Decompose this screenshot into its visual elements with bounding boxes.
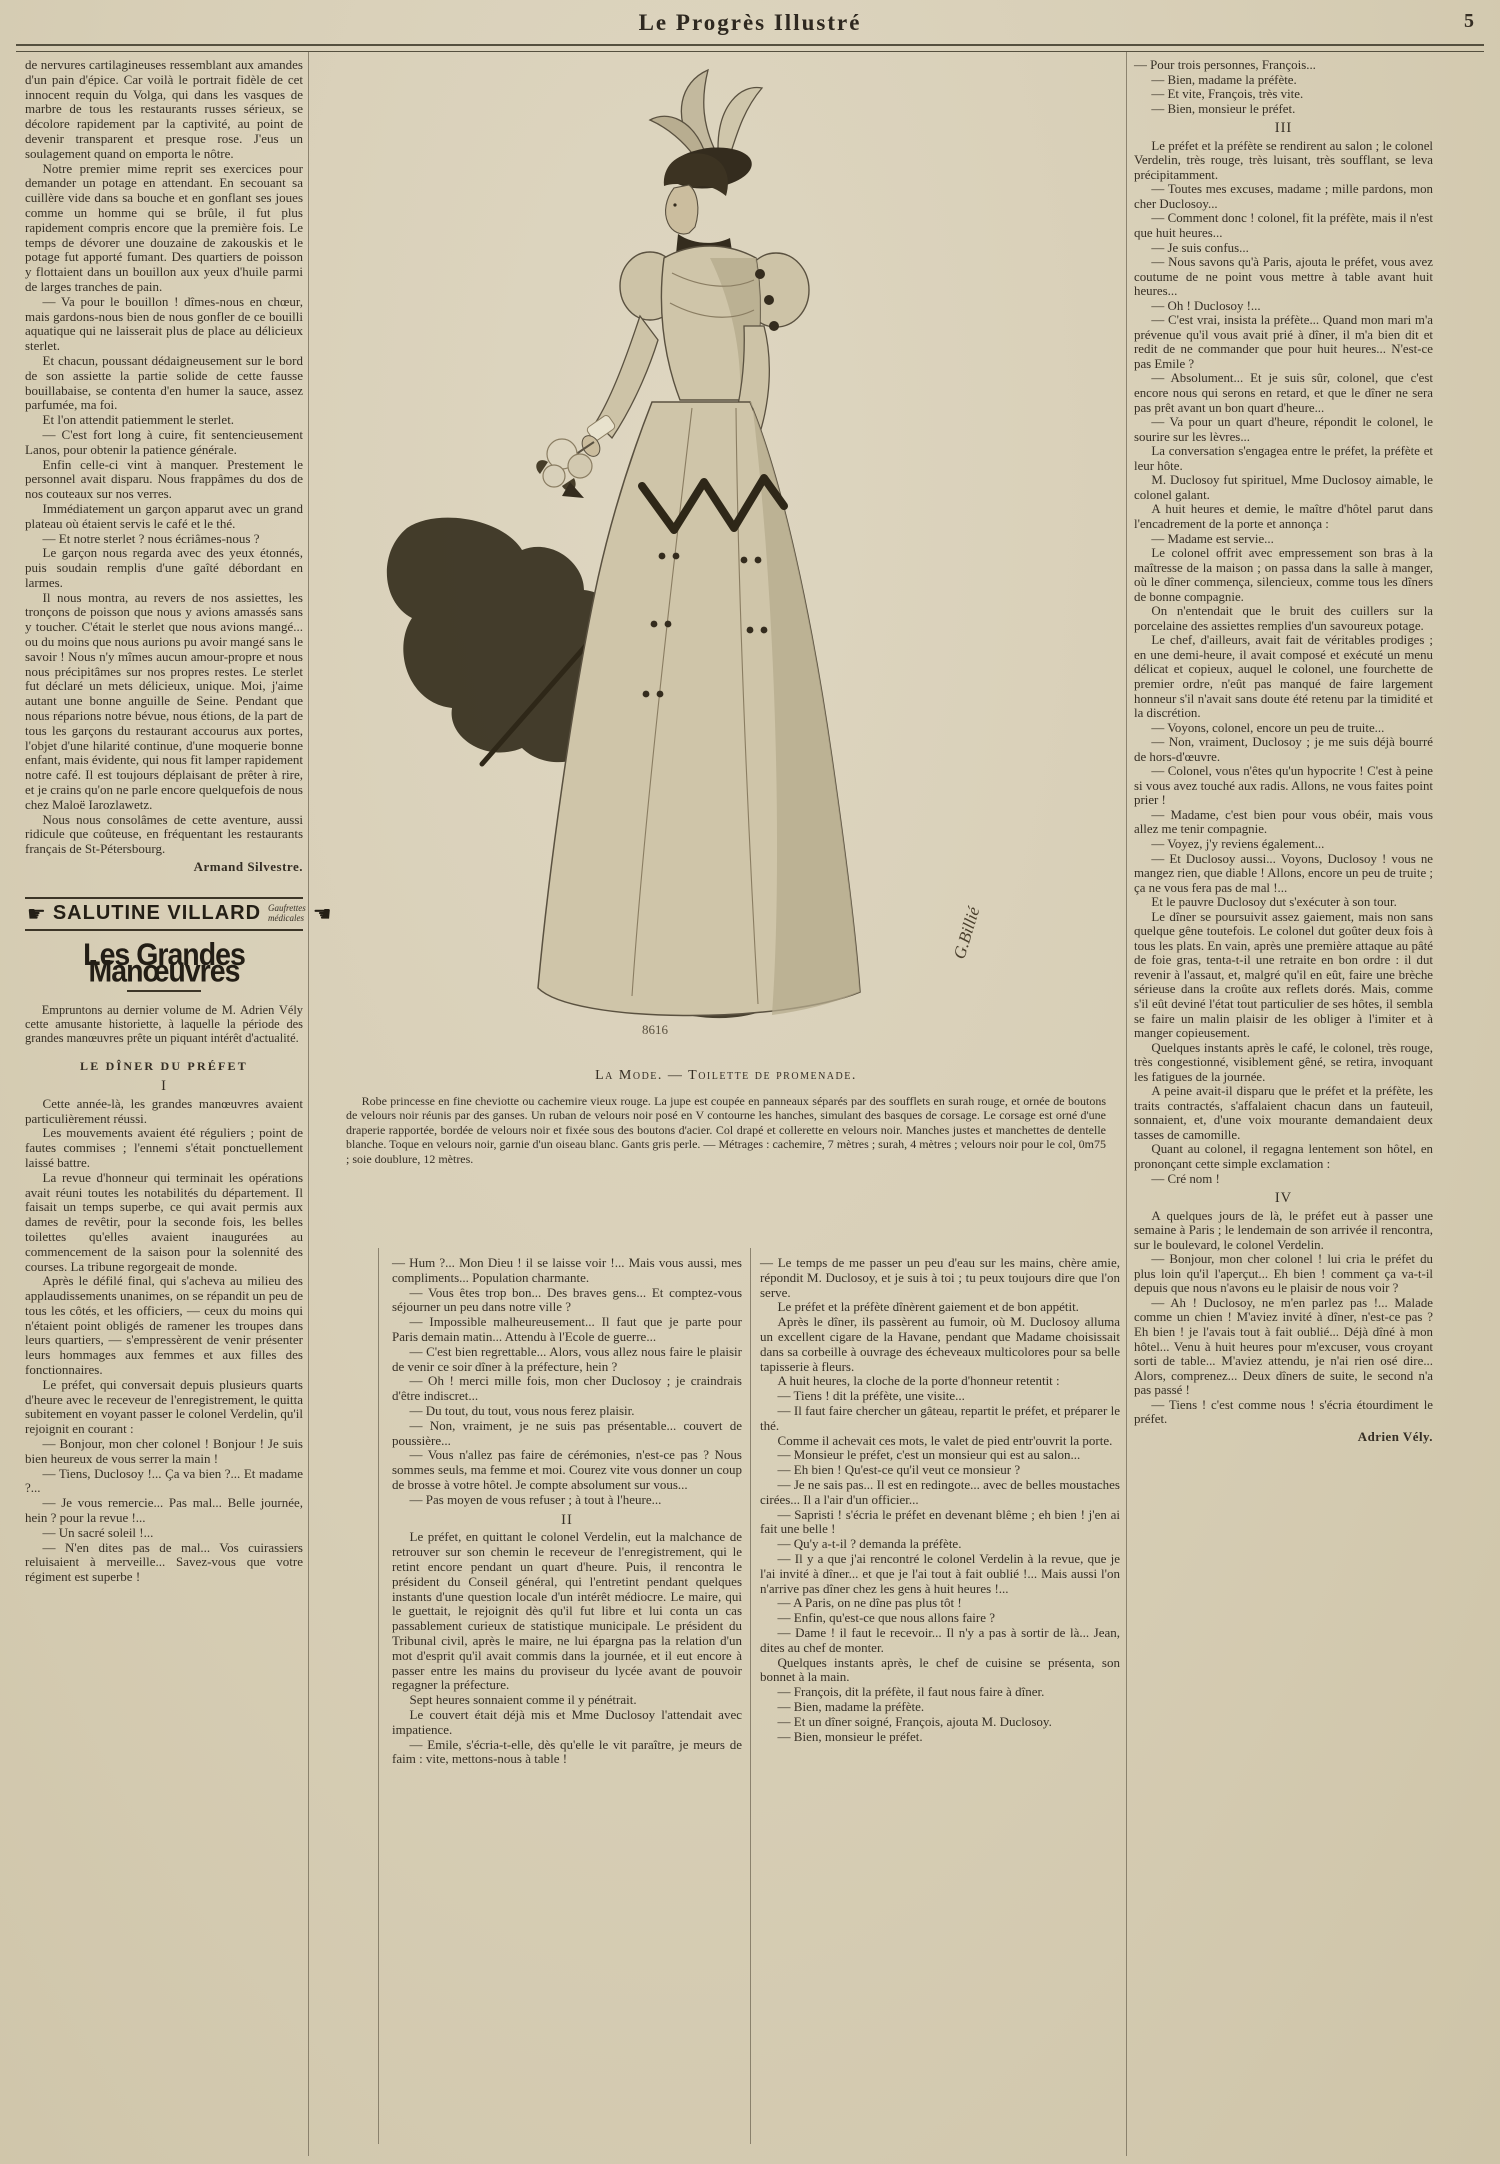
section-numeral: IV: [1274, 1190, 1293, 1207]
paragraph: — Bonjour, mon cher colonel ! Bonjour ! Je suis bien heureux de vous serrer la main !: [25, 1436, 303, 1466]
paragraph: — Tiens ! dit la préfète, une visite...: [777, 1388, 965, 1404]
paragraph: de nervures cartilagineuses ressemblant aux amandes d'un pain d'épice. Car voilà le portrait fidèle de cet innocent requin du Volga, qui dans les vasques de marbre de tous les restaurants russes sérieux, se décolore rapidement par la captivité, au point de devenir transparent et presque rose. J'eus un soulagement quand on emporta le nôtre.: [25, 57, 303, 161]
paragraph: Le colonel offrit avec empressement son bras à la maîtresse de la maison ; on passa dans la salle à manger, où le dîner commença, silencieux, comme tous les dîners de bonne compagnie.: [1134, 546, 1433, 604]
paragraph: — Bien, monsieur le préfet.: [1151, 101, 1296, 116]
paragraph: — Il y a que j'ai rencontré le colonel Verdelin à la revue, que je l'ai invité à dîner... et que je l'ai tout à fait oublié !... Mais aussi l'on n'arrive pas dîner chez les gens à huit heures !...: [760, 1550, 1120, 1596]
article-headline: Les Grandes Manœuvres: [83, 936, 245, 990]
paragraph: — Oh ! Duclosoy !...: [1151, 298, 1261, 313]
article-silvestre: [25, 58, 303, 875]
paragraph: — Colonel, vous n'êtes qu'un hypocrite ! C'est à peine si vous avez touché aux radis. Allons, ne vous faites point prier !: [1134, 764, 1433, 808]
paragraph: Notre premier mime reprit ses exercices pour demander un potage en attendant. En secouant sa cuillère vide dans sa bouche et en gonflant ses joues comme un homme qui se brûle, il fut plus rapidement compris encore que la première fois. Le temps de dévorer une douzaine de zakouskis et le potage fut apporté fumant. Des quartiers de poisson y flottaient dans un bouillon aux yeux d'huile parmi de larges tranches de pain.: [25, 160, 303, 294]
column-rule: [1126, 52, 1127, 2156]
paragraph: Il nous montra, au revers de nos assiettes, les tronçons de poisson que nous y avions amassés sans y toucher. C'était le sterlet que nous avions mangé... ou du moins que nous aurions pu avoir mangé sans le savoir ! Nous n'y mîmes aucun amour-propre et nous nous précipitâmes sur nos propres restes. Le sterlet fut déclaré un mets délicieux, unique. Moi, j'aime autant une bonne anguille de Seine. Pendant que nous réparions notre bévue, nous étions, de la part de tous les garçons du restaurant accourus aux portes, l'objet d'une hilarité continue, d'une moquerie bonne enfant, mais évidente, qui nous fit lamper rapidement notre café. Il est toujours déplaisant de prêter à rire, et je crains qu'on ne parle encore quelquefois de nous chez Maloë Iarozlawetz.: [25, 589, 304, 812]
paragraph: — C'est fort long à cuire, fit sentencieusement Lanos, pour obtenir la patience générale.: [25, 426, 303, 457]
paragraph: — Bien, monsieur le préfet.: [777, 1728, 923, 1744]
skirt-button: [659, 553, 666, 560]
paragraph: La revue d'honneur qui terminait les opérations avait réuni toutes les notabilités du département. Il faisait un temps superbe, ce qui avait permis aux dames de revêtir, pour la seconde fois, les belles toilettes qu'elles avaient inaugurées au commencement de la saison pour la solennité des courses. La tribune regorgeait de monde.: [25, 1169, 303, 1274]
paragraph: — Pour trois personnes, François...: [1134, 58, 1316, 72]
masthead-rule: [16, 44, 1484, 52]
paragraph: — Et Duclosoy aussi... Voyons, Duclosoy ! vous ne mangez rien, que diable ! Allons, encore un peu de truite ; ça ne vous fera pas de mal !...: [1134, 851, 1433, 895]
paragraph: Et chacun, poussant dédaigneusement sur le bord de son assiette la partie solide de cette fausse bouillabaise, se contenta d'en humer la sauce, assez parfumée, ma foi.: [25, 352, 303, 413]
column-1: [25, 57, 332, 1585]
paragraph: — Bien, madame la préfète.: [777, 1698, 925, 1714]
column-4: [1134, 58, 1433, 1444]
paragraph: — Non, vraiment, Duclosoy ; je me suis déjà bourré de hors-d'œuvre.: [1134, 735, 1433, 764]
article-subhead: LE DÎNER DU PRÉFET: [80, 1059, 248, 1074]
caption-body: Robe princesse en fine cheviotte ou cachemire vieux rouge. La jupe est coupée en panneaux séparés par des soufflets en surah rouge, et ornée de boutons de velours noir réunis par des ganses. Un ruban de velours noir posé en V contourne les hanches, simulant des basques de corsage. Le corsage est orné d'une draperie rapportée, bordée de velours noir et fixée sous des boutons d'acier. Col drapé et collerette en velours noir. Manches justes et manchettes de dentelle blanche. Toque en velours noir, garnie d'un oiseau blanc. Gants gris perle. — Métrages : cachemire, 7 mètres ; surah, 4 mètres ; velours noir pour le col, 0m75 ; soie doublure, 12 mètres.: [346, 1094, 1106, 1166]
headline-divider: [127, 990, 201, 992]
paragraph: — Madame, c'est bien pour vous obéir, mais vous allez me tenir compagnie.: [1134, 807, 1433, 837]
story-column-2: [392, 1256, 742, 1767]
paragraph: Comme il achevait ces mots, le valet de pied entr'ouvrit la porte.: [777, 1432, 1113, 1448]
ad-brand-name: SALUTINE VILLARD: [52, 902, 262, 925]
bouquet-flower: [543, 465, 565, 487]
paragraph: — Je ne sais pas... Il est en redingote... avec de belles moustaches cirées... Il a l'air d'un officier...: [760, 1476, 1120, 1507]
paragraph: A huit heures, la cloche de la porte d'honneur retentit :: [777, 1373, 1060, 1389]
caption-title: La Mode. — Toilette de promenade.: [595, 1068, 857, 1083]
paragraph: Nous nous consolâmes de cette aventure, aussi ridicule que coûteuse, en fréquentant les restaurants français de St-Pétersbourg.: [25, 811, 303, 857]
paragraph: — C'est vrai, insista la préfète... Quand mon mari m'a prévenue qu'il vous avait prié à dîner, il m'a bien dit et redit de ne commander que pour huit heures... N'est-ce pas Emile ?: [1134, 313, 1433, 371]
paragraph: — Dame ! il faut le recevoir... Il n'y a pas à sortir de là... Jean, dites au chef de monter.: [760, 1624, 1120, 1655]
article-grandes-manoeuvres: [25, 1004, 303, 1585]
column-rule: [378, 1248, 379, 2144]
hat-plume: [718, 88, 762, 152]
paragraph: Enfin celle-ci vint à manquer. Prestement le personnel avait disparu. Nous frappâmes du dos de nos couteaux sur nos verres.: [25, 456, 303, 502]
paragraph: — Bonjour, mon cher colonel ! lui cria le préfet du plus loin qu'il l'aperçut... Eh bien ! comment ça va-t-il depuis que nous n'avons eu le plaisir de nous voir ?: [1134, 1252, 1433, 1296]
ad-tagline-line1: Gaufrettes: [268, 903, 306, 914]
skirt-button: [747, 627, 754, 634]
paragraph: — Voyons, colonel, encore un peu de truite...: [1151, 720, 1385, 735]
paragraph: — Ah ! Duclosoy, ne m'en parlez pas !... Malade comme un chien ! M'aviez invité à dîner, n'est-ce pas ? Eh bien ! je l'avais tout à fait oublié... Déjà dîné à mon hôtel... Venu à huit heures pour m'excuser, vous croyant sorti de table... M'aviez attendu, je n'ai rien osé dire... Alors, comprenez... Deux dîners de suite, le second n'a pas passé !: [1134, 1295, 1433, 1398]
paragraph: — Le temps de me passer un peu d'eau sur les mains, chère amie, répondit M. Duclosoy, et je suis à toi ; tu peux toujours dire que l'on serve.: [760, 1255, 1120, 1300]
paragraph: — Et notre sterlet ? nous écriâmes-nous ?: [42, 530, 260, 546]
paragraph: — A Paris, on ne dîne pas plus tôt !: [777, 1595, 962, 1611]
paragraph: — Tiens, Duclosoy !... Ça va bien ?... Et madame ?...: [25, 1465, 303, 1496]
paragraph: Le dîner se poursuivit assez gaiement, mais non sans quelque gêne toutefois. Le colonel dut goûter deux fois à tous les plats. En vain, après une première attaque au pâté de foie gras, tenta-t-il une retraite en bon ordre : il dut revenir à l'assaut, et, malgré qu'il en eût, faire une brèche sérieuse dans la croûte aux reflets dorés. Mais, comme s'il eût deviné l'état tout particulier de ses hôtes, il sembla se faire un malin plaisir de les obliger à l'imiter et à manger copieusement.: [1134, 909, 1433, 1041]
paragraph: — Enfin, qu'est-ce que nous allons faire ?: [777, 1610, 996, 1626]
paragraph: Le préfet, en quittant le colonel Verdelin, eut la malchance de retrouver sur son chemin le receveur de l'enregistrement, qui le retint encore pendant un quart d'heure. Puis, il rencontra le président du Conseil général, qui l'entretint pendant quelques instants d'une question locale d'un intérêt médiocre. Le maire, qui le guettait, le rejoignit dès qu'il fut libre et lui conta un cas passablement curieux de statistique municipale. Le président du Tribunal civil, après le maire, ne lui épargna pas la relation d'un mot d'esprit qu'il avait commis dans la journée, et il eut encore à passer entre les mains du proviseur du lycée avant de pouvoir regagner la préfecture.: [392, 1529, 742, 1693]
paragraph: — Va pour le bouillon ! dîmes-nous en chœur, mais gardons-nous bien de nous gonfler de ce bouilli aquatique qui ne laisserait plus de place au délicieux sterlet.: [25, 293, 303, 354]
paragraph: — Emile, s'écria-t-elle, dès qu'elle le vit paraître, je meurs de faim : vite, mettons-nous à table !: [392, 1736, 742, 1767]
paragraph: — Madame est servie...: [1151, 531, 1274, 546]
pointing-hand-left-icon: ☚: [312, 901, 332, 926]
skirt-button: [755, 557, 762, 564]
ad-tagline: [268, 904, 306, 923]
paragraph: Quelques instants après le café, le colonel, très rouge, très congestionné, visiblement gêné, se retira, invoquant les fatigues de la journée.: [1134, 1040, 1433, 1084]
paragraph: Le préfet et la préfète dînèrent gaiement et de bon appétit.: [777, 1299, 1079, 1315]
paragraph: — Qu'y a-t-il ? demanda la préfète.: [777, 1536, 962, 1552]
story-column-4: [1134, 58, 1433, 1444]
paragraph: — Cré nom !: [1151, 1171, 1220, 1186]
bodice-button: [755, 269, 765, 279]
author-signature: Armand Silvestre.: [193, 859, 303, 875]
paragraph: — Va pour un quart d'heure, répondit le colonel, le sourire sur les lèvres...: [1134, 415, 1433, 444]
paragraph: — Un sacré soleil !...: [42, 1524, 154, 1540]
skirt-button: [651, 621, 658, 628]
masthead: [0, 6, 1500, 46]
skirt-button: [673, 553, 680, 560]
paragraph: — Sapristi ! s'écria le préfet en devenant blême ; eh bien ! j'en ai fait une belle !: [760, 1506, 1120, 1537]
pointing-hand-right-icon: ☛: [27, 901, 46, 926]
paragraph: Après le défilé final, qui s'acheva au milieu des applaudissements unanimes, on se répandit un peu de tous les côtés, et les officiers, — ceux du moins qui n'étaient point obligés de ramener les troupes dans leurs quartiers, — s'empressèrent de venir présenter leurs hommages aux femmes et aux filles des fonctionnaires.: [25, 1273, 303, 1378]
paragraph: Cette année-là, les grandes manœuvres avaient particulièrement réussi.: [25, 1095, 303, 1126]
paragraph: M. Duclosoy fut spirituel, Mme Duclosoy aimable, le colonel galant.: [1134, 473, 1433, 502]
paragraph: Le chef, d'ailleurs, avait fait de véritables prodiges ; en une demi-heure, il avait composé et exécuté un menu délicat et copieux, auquel le colonel, une fourchette de premier ordre, n'eût pas manqué de faire largement honneur s'il n'avait sans doute été retenu par la timidité et la discrétion.: [1134, 633, 1433, 721]
section-numeral: III: [1274, 120, 1293, 137]
section-numeral: I: [161, 1077, 167, 1094]
paragraph: — Je suis confus...: [1151, 240, 1249, 255]
paragraph: — Tiens ! c'est comme nous ! s'écria étourdiment le préfet.: [1134, 1397, 1433, 1427]
paragraph: — Monsieur le préfet, c'est un monsieur qui est au salon...: [777, 1447, 1081, 1463]
paragraph: Quant au colonel, il regagna lentement son hôtel, en prononçant cette simple exclamation :: [1134, 1142, 1433, 1172]
plate-number: 8616: [642, 1022, 668, 1037]
page-title: Le Progrès Illustré: [638, 10, 862, 35]
paragraph: — Hum ?... Mon Dieu ! il se laisse voir !... Mais vous aussi, mes compliments... Population charmante.: [392, 1255, 742, 1285]
paragraph: — Je vous remercie... Pas mal... Belle journée, hein ? pour la revue !...: [25, 1495, 303, 1526]
section-numeral: II: [561, 1511, 573, 1528]
paragraph: Le préfet, qui conversait depuis plusieurs quarts d'heure avec le receveur de l'enregistrement, le quitta subitement en voyant passer le colonel Verdelin, qu'il rejoignit en courant :: [25, 1376, 303, 1437]
paragraph: — Et un dîner soigné, François, ajouta M. Duclosoy.: [777, 1713, 1052, 1729]
bouquet-flower: [568, 454, 592, 478]
skirt-button: [761, 627, 768, 634]
article-intro: Empruntons au dernier volume de M. Adrien Vély cette amusante historiette, à laquelle la période des grandes manœuvres prête un piquant intérêt d'actualité.: [25, 1003, 303, 1046]
paragraph: — Non, vraiment, je ne suis pas présentable... couvert de poussière...: [392, 1417, 742, 1448]
bodice-button: [769, 321, 779, 331]
skirt-button: [657, 691, 664, 698]
paragraph: — Eh bien ! Qu'est-ce qu'il veut ce monsieur ?: [777, 1462, 1021, 1478]
paragraph: — Voyez, j'y reviens également...: [1151, 836, 1325, 851]
paragraph: — Bien, madame la préfète.: [1151, 72, 1297, 87]
paragraph: A huit heures et demie, le maître d'hôtel parut dans l'encadrement de la porte et annonça :: [1134, 502, 1433, 531]
paragraph: — Oh ! merci mille fois, mon cher Duclosoy ; je craindrais d'être indiscret...: [392, 1373, 742, 1404]
paragraph: — Toutes mes excuses, madame ; mille pardons, mon cher Duclosoy...: [1134, 182, 1433, 211]
plate-caption: [332, 1068, 1120, 1166]
paragraph: — François, dit la préfète, il faut nous faire à dîner.: [777, 1684, 1045, 1700]
column-rule: [308, 52, 309, 2156]
paragraph: Le couvert était déjà mis et Mme Duclosoy l'attendait avec impatience.: [392, 1706, 742, 1737]
column-rule: [750, 1248, 751, 2144]
paragraph: — Nous savons qu'à Paris, ajouta le préfet, vous avez coutume de ne point vous mettre à table avant huit heures...: [1134, 255, 1433, 299]
fashion-illustration: [312, 58, 1120, 1060]
paragraph: — Absolument... Et je suis sûr, colonel, que c'est encore nous qui serons en retard, et que le dîner ne sera pas prêt avant un bon quart d'heure...: [1134, 371, 1433, 415]
skirt-button: [643, 691, 650, 698]
paragraph: — N'en dites pas de mal... Vos cuirassiers reluisaient à merveille... Savez-vous que votre régiment est superbe !: [25, 1539, 303, 1585]
page-number: 5: [1464, 10, 1474, 32]
artist-signature: G.Billié: [949, 904, 984, 962]
author-signature: Adrien Vély.: [1357, 1429, 1433, 1444]
skirt-button: [665, 621, 672, 628]
paragraph: — Pas moyen de vous refuser ; à tout à l'heure...: [409, 1491, 662, 1507]
paragraph: A quelques jours de là, le préfet eut à passer une semaine à Paris ; le lendemain de son arrivée il rencontra, sur le boulevard, le colonel Verdelin.: [1134, 1208, 1433, 1252]
paragraph: La conversation s'engagea entre le préfet, la préfète et leur hôte.: [1134, 444, 1433, 473]
paragraph: — Impossible malheureusement... Il faut que je parte pour Paris demain matin... Attendu à l'Ecole de guerre...: [392, 1314, 742, 1344]
paragraph: Les mouvements avaient été réguliers ; point de fautes commises ; l'ennemi s'était ponctuellement laissé battre.: [25, 1125, 303, 1170]
story-column-3: [760, 1256, 1120, 1744]
paragraph: Et le pauvre Duclosoy dut s'exécuter à son tour.: [1151, 895, 1397, 910]
column-2: [392, 1256, 742, 1767]
paragraph: — C'est bien regrettable... Alors, vous allez nous faire le plaisir de venir ce soir dîner à la préfecture, hein ?: [392, 1343, 742, 1374]
column-3: [760, 1256, 1120, 1744]
paragraph: — Vous n'allez pas faire de cérémonies, n'est-ce pas ? Nous sommes seuls, ma femme et moi. Courez vite vous donner un coup de brosse à votre hôtel. Je compte absolument sur vous...: [392, 1447, 742, 1492]
paragraph: Quelques instants après, le chef de cuisine se présenta, son bonnet à la main.: [760, 1654, 1120, 1685]
paragraph: Le préfet et la préfète se rendirent au salon ; le colonel Verdelin, très rouge, très luisant, très soufflant, se leva précipitamment.: [1134, 138, 1433, 182]
skirt-button: [741, 557, 748, 564]
paragraph: — Il faut faire chercher un gâteau, repartit le préfet, et préparer le thé.: [760, 1402, 1120, 1433]
face: [666, 185, 698, 234]
paragraph: — Comment donc ! colonel, fit la préfète, mais il n'est que huit heures...: [1134, 211, 1433, 241]
bodice-button: [764, 295, 774, 305]
paragraph: — Vous êtes trop bon... Des braves gens... Et comptez-vous séjourner un peu dans notre ville ?: [392, 1284, 742, 1315]
eye: [673, 203, 676, 206]
paragraph: — Du tout, du tout, vous nous ferez plaisir.: [409, 1402, 635, 1418]
paragraph: Et l'on attendit patiemment le sterlet.: [42, 412, 235, 428]
paragraph: Sept heures sonnaient comme il y pénétrait.: [409, 1692, 637, 1708]
paragraph: — Et vite, François, très vite.: [1151, 87, 1304, 102]
paragraph: A peine avait-il disparu que le préfet et la préfète, les traits contractés, s'affalaient chacun dans un fauteuil, sonnaient, et, d'une voix mourante demandaient deux tasses de camomille.: [1134, 1084, 1433, 1142]
salutine-villard-ad: [25, 897, 332, 931]
paragraph: Après le dîner, ils passèrent au fumoir, où M. Duclosoy alluma un excellent cigare de la Havane, pendant que Madame choisissait dans sa corbeille à ouvrage des écheveaux multicolores pour sa belle tapisserie à fleurs.: [760, 1314, 1120, 1374]
paragraph: Le garçon nous regarda avec des yeux étonnés, puis soudain remplis d'une gaîté débordant en larmes.: [25, 545, 303, 590]
paragraph: Immédiatement un garçon apparut avec un grand plateau où étaient servis le café et le thé.: [25, 500, 303, 531]
paragraph: On n'entendait que le bruit des cuillers sur la porcelaine des assiettes remplies d'un savoureux potage.: [1134, 604, 1433, 633]
ad-tagline-line2: médicales: [268, 912, 305, 923]
